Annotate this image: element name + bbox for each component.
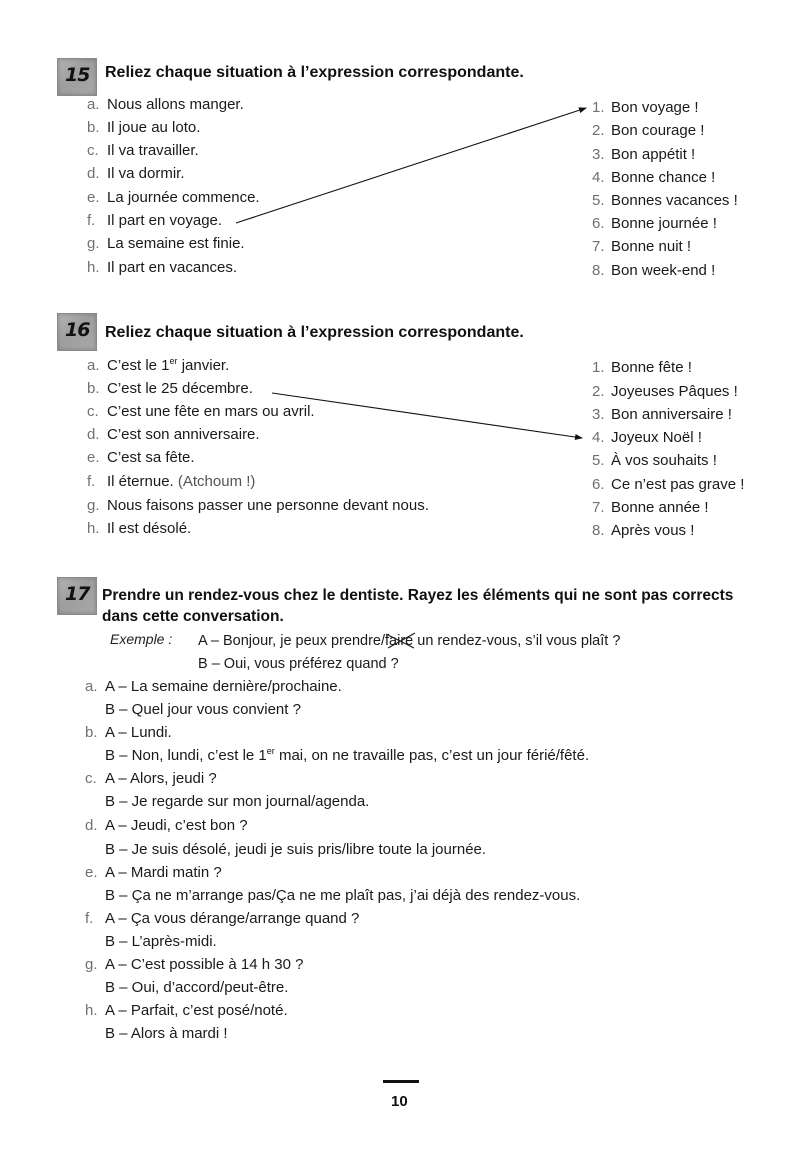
page-number-rule [383, 1080, 419, 1083]
dialogue-line-a: c. A – Alors, jeudi ? [85, 770, 217, 787]
expression-item: 6. Bonne journée ! [592, 215, 717, 232]
exercise-number: 15 [65, 64, 90, 86]
strike-x-icon [384, 631, 418, 651]
example-line-b: B – Oui, vous préférez quand ? [198, 656, 399, 672]
expression-item: 7. Bonne nuit ! [592, 238, 692, 255]
dialogue-line-b: B – Ça ne m’arrange pas/Ça ne me plaît pas, j’ai déjà des rendez-vous. [105, 887, 581, 904]
dialogue-line-b: B – Alors à mardi ! [105, 1025, 228, 1042]
dialogue-line-b: B – Non, lundi, c’est le 1er mai, on ne travaille pas, c’est un jour férié/fêté. [105, 746, 590, 764]
dialogue-line-b: B – L’après-midi. [105, 933, 217, 950]
situation-item: h. Il est désolé. [87, 520, 192, 537]
situation-item: e. C’est sa fête. [87, 449, 195, 466]
expression-item: 5. Bonnes vacances ! [592, 192, 738, 209]
expression-item: 1. Bon voyage ! [592, 99, 699, 116]
expression-item: 7. Bonne année ! [592, 499, 709, 516]
dialogue-line-a: f. A – Ça vous dérange/arrange quand ? [85, 910, 360, 927]
dialogue-line-b: B – Oui, d’accord/peut-être. [105, 979, 289, 996]
dialogue-line-a: d. A – Jeudi, c’est bon ? [85, 817, 248, 834]
exercise-instruction-line2: dans cette conversation. [102, 608, 284, 625]
situation-item: b. C’est le 25 décembre. [87, 380, 253, 397]
situation-item: e. La journée commence. [87, 189, 260, 206]
expression-item: 2. Joyeuses Pâques ! [592, 383, 738, 400]
expression-item: 3. Bon appétit ! [592, 146, 696, 163]
situation-item: b. Il joue au loto. [87, 119, 201, 136]
expression-item: 6. Ce n’est pas grave ! [592, 476, 745, 493]
exercise-instruction: Reliez chaque situation à l’expression correspondante. [105, 324, 524, 341]
situation-item: g. Nous faisons passer une personne devant nous. [87, 497, 429, 514]
exercise-number: 17 [65, 583, 90, 605]
example-line-a: A – Bonjour, je peux prendre/faire un rendez-vous, s’il vous plaît ? [198, 633, 621, 649]
page-number: 10 [391, 1093, 408, 1110]
expression-item: 3. Bon anniversaire ! [592, 406, 732, 423]
exercise-instruction-line1: Prendre un rendez-vous chez le dentiste. Rayez les éléments qui ne sont pas corrects [102, 587, 734, 604]
exercise-instruction: Reliez chaque situation à l’expression correspondante. [105, 64, 524, 81]
situation-item: h. Il part en vacances. [87, 259, 238, 276]
situation-item: f. Il éternue. (Atchoum !) [87, 473, 256, 490]
situation-item: d. C’est son anniversaire. [87, 426, 260, 443]
situation-item: a. C’est le 1er janvier. [87, 356, 230, 374]
expression-item: 8. Après vous ! [592, 522, 695, 539]
expression-item: 5. À vos souhaits ! [592, 452, 717, 469]
situation-item: d. Il va dormir. [87, 165, 185, 182]
dialogue-line-b: B – Je suis désolé, jeudi je suis pris/libre toute la journée. [105, 841, 487, 858]
dialogue-line-a: h. A – Parfait, c’est posé/noté. [85, 1002, 288, 1019]
situation-item: c. C’est une fête en mars ou avril. [87, 403, 315, 420]
dialogue-line-a: e. A – Mardi matin ? [85, 864, 222, 881]
dialogue-line-a: a. A – La semaine dernière/prochaine. [85, 678, 342, 695]
example-label: Exemple : [110, 631, 173, 647]
expression-item: 4. Bonne chance ! [592, 169, 716, 186]
situation-item: f. Il part en voyage. [87, 212, 223, 229]
expression-item: 8. Bon week-end ! [592, 262, 716, 279]
dialogue-line-a: b. A – Lundi. [85, 724, 172, 741]
dialogue-line-a: g. A – C’est possible à 14 h 30 ? [85, 956, 304, 973]
expression-item: 1. Bonne fête ! [592, 359, 692, 376]
exercise-number: 16 [65, 319, 90, 341]
dialogue-line-b: B – Je regarde sur mon journal/agenda. [105, 793, 370, 810]
dialogue-line-b: B – Quel jour vous convient ? [105, 701, 301, 718]
expression-item: 4. Joyeux Noël ! [592, 429, 702, 446]
situation-item: a. Nous allons manger. [87, 96, 244, 113]
situation-item: c. Il va travailler. [87, 142, 199, 159]
arrow-f-to-1 [236, 108, 586, 223]
struck-word: faire [385, 631, 413, 651]
arrow-b-to-4 [272, 393, 582, 438]
expression-item: 2. Bon courage ! [592, 122, 705, 139]
situation-item: g. La semaine est finie. [87, 235, 245, 252]
exercise-number-badge [57, 577, 97, 615]
